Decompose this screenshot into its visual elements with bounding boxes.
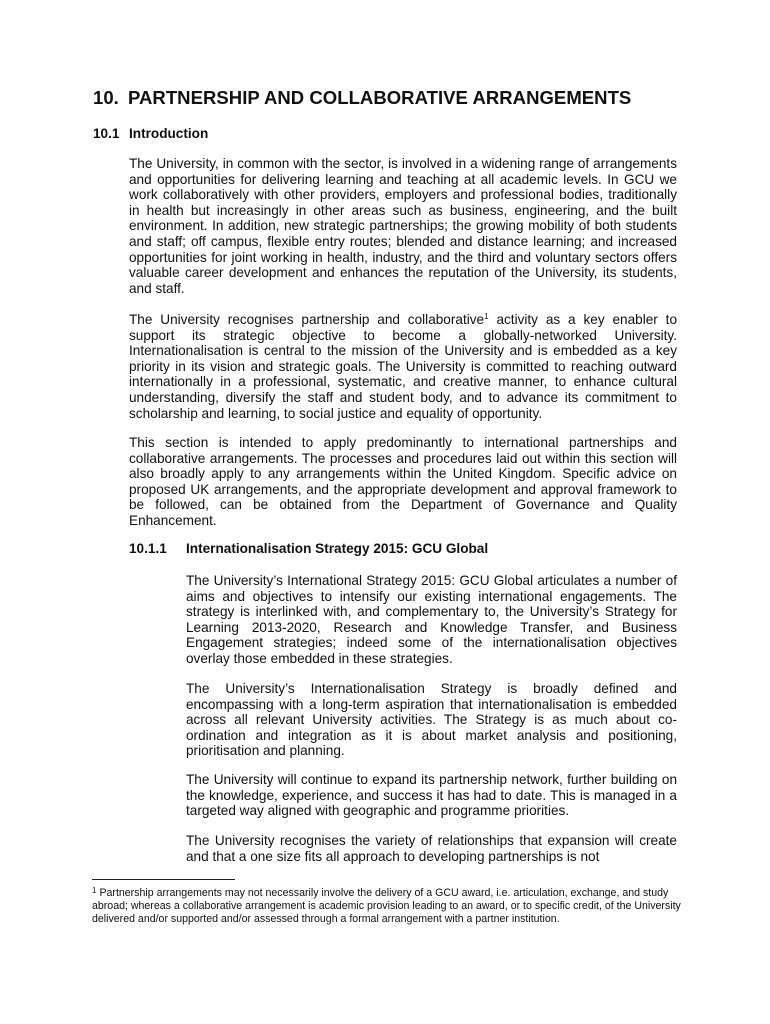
strategy-paragraph-1: The University’s International Strategy 2015: GCU Global articulates a number of aims and objectives to intensify our existing international engagements. The strategy is interlinked with, and complementary to, the University’s Strategy for Learning 2013-2020, Research and Knowledge Transfer, and Business Engagement strategies; indeed some of the internationalisation objectives overlay those embedded in these strategies. — [186, 573, 677, 666]
intro-paragraph-3: This section is intended to apply predominantly to international partnerships and collaborative arrangements. The processes and procedures laid out within this section will also broadly apply to any arrangements within the United Kingdom. Specific advice on proposed UK arrangements, and the appropriate development and approval framework to be followed, can be obtained from the Department of Governance and Quality Enhancement. — [129, 435, 677, 528]
footnote-mark: 1 — [92, 886, 97, 895]
footnote-text: Partnership arrangements may not necessarily involve the delivery of a GCU award, i.e. articulation, exchange, and study abroad; whereas a collaborative arrangement is academic provision leading to an award, or to specific credit, of the University delivered and/or supported and/or assessed through a formal arrangement with a partner institution. — [92, 887, 681, 926]
strategy-paragraph-3: The University will continue to expand its partnership network, further building on the knowledge, experience, and success it has had to date. This is managed in a targeted way aligned with geographic and programme priorities. — [186, 772, 677, 819]
footnote — [92, 884, 682, 927]
footnote-ref-1: 1 — [484, 312, 489, 321]
intro-paragraph-2-lead: The University recognises partnership and collaborative — [129, 312, 485, 327]
subsection-heading — [129, 541, 488, 556]
subsection-number: 10.1.1 — [129, 541, 167, 556]
footnote-divider — [92, 879, 235, 880]
chapter-heading — [93, 87, 631, 109]
section-number: 10.1 — [93, 126, 120, 141]
intro-paragraph-2-body: activity as a key enabler to support its strategic objective to become a globally-networked University. Internationalisation is central to the mission of the University and is embedded as a key priority in its vision and strategic goals. The University is committed to reaching outward internationally in a professional, systematic, and creative manner, to enhance cultural understanding, diversify the staff and student body, and to advance its commitment to scholarship and learning, to social justice and equality of opportunity. — [129, 312, 678, 421]
section-title: Introduction — [129, 126, 209, 141]
subsection-title: Internationalisation Strategy 2015: GCU Global — [186, 541, 489, 556]
intro-paragraph-1: The University, in common with the sector, is involved in a widening range of arrangements and opportunities for delivering learning and teaching at all academic levels. In GCU we work collaboratively with other providers, employers and professional bodies, traditionally in health but increasingly in other areas such as business, engineering, and the built environment. In addition, new strategic partnerships; the growing mobility of both students and staff; off campus, flexible entry routes; blended and distance learning; and increased opportunities for joint working in health, industry, and the third and voluntary sectors offers valuable career development and enhances the reputation of the University, its students, and staff. — [129, 156, 677, 296]
strategy-paragraph-4: The University recognises the variety of relationships that expansion will create and that a one size fits all approach to developing partnerships is not — [186, 833, 677, 864]
chapter-title: PARTNERSHIP AND COLLABORATIVE ARRANGEMENTS — [128, 87, 632, 108]
strategy-paragraph-2: The University’s Internationalisation Strategy is broadly defined and encompassing with a long-term aspiration that internationalisation is embedded across all relevant University activities. The Strategy is as much about co-ordination and integration as it is about market analysis and positioning, prioritisation and planning. — [186, 681, 677, 759]
chapter-number: 10. — [93, 87, 119, 108]
intro-paragraph-2 — [129, 312, 677, 421]
section-heading — [93, 126, 208, 141]
